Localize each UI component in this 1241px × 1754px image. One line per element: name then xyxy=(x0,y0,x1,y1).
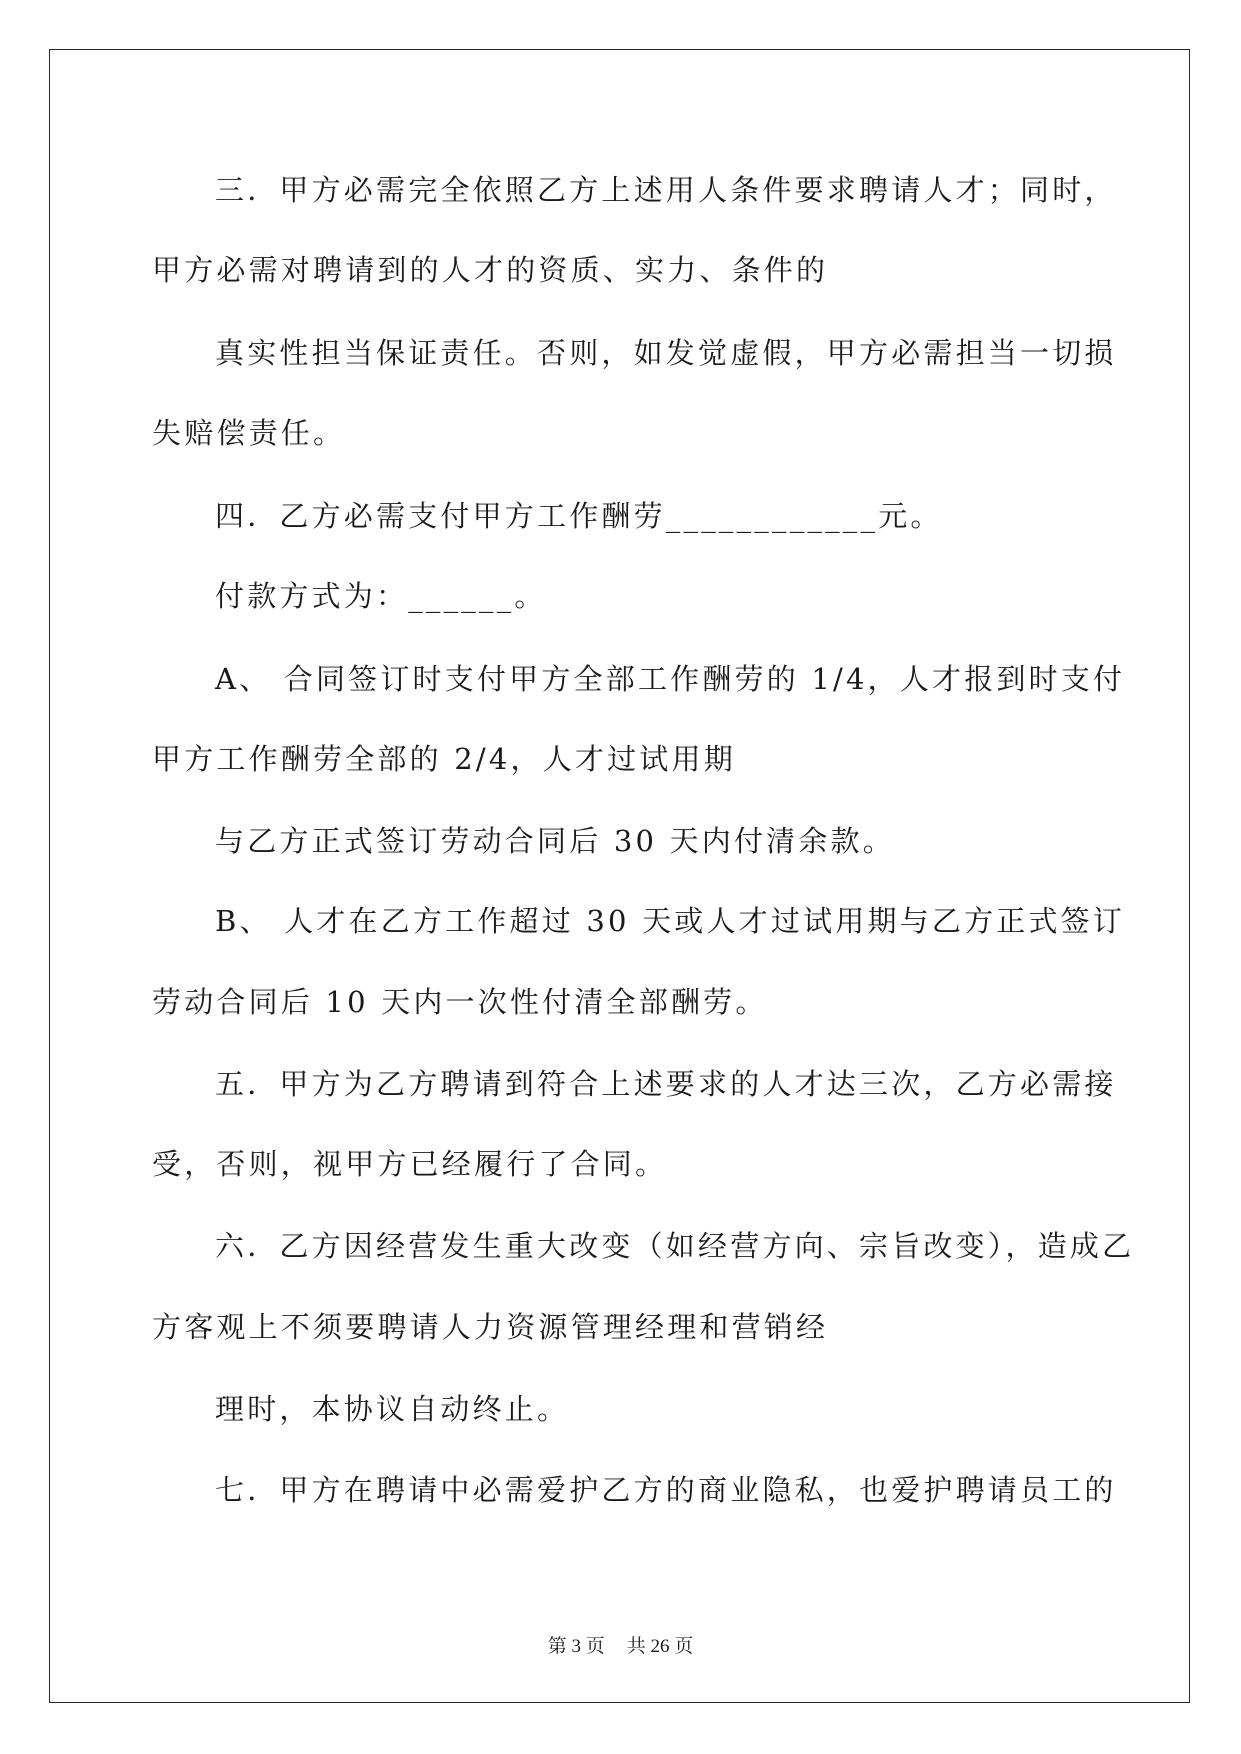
paragraph-line: A、 合同签订时支付甲方全部工作酬劳的 1/4，人才报到时支付 xyxy=(215,662,1126,696)
paragraph-line: B、 人才在乙方工作超过 30 天或人才过试用期与乙方正式签订 xyxy=(215,904,1126,938)
page-number: 第 3 页 xyxy=(547,1636,605,1657)
paragraph-line: 六．乙方因经营发生重大改变（如经营方向、宗旨改变），造成乙 xyxy=(215,1229,1135,1263)
paragraph-line: 甲方必需对聘请到的人才的资质、实力、条件的 xyxy=(152,253,829,287)
paragraph-line: 受，否则，视甲方已经履行了合同。 xyxy=(152,1147,668,1181)
paragraph-line: 方客观上不须要聘请人力资源管理经理和营销经 xyxy=(152,1310,829,1344)
paragraph-line: 三．甲方必需完全依照乙方上述用人条件要求聘请人才；同时， xyxy=(215,173,1117,207)
paragraph-line: 付款方式为：______。 xyxy=(215,579,547,613)
page-footer xyxy=(0,1631,1241,1658)
paragraph-line: 四．乙方必需支付甲方工作酬劳____________元。 xyxy=(215,499,943,533)
page-border xyxy=(49,49,1190,1703)
paragraph-line: 七．甲方在聘请中必需爱护乙方的商业隐私，也爱护聘请员工的 xyxy=(215,1473,1117,1507)
paragraph-line: 真实性担当保证责任。否则，如发觉虚假，甲方必需担当一切损 xyxy=(215,336,1117,370)
paragraph-line: 甲方工作酬劳全部的 2/4，人才过试用期 xyxy=(152,742,736,776)
page-total: 共 26 页 xyxy=(626,1636,694,1657)
paragraph-line: 劳动合同后 10 天内一次性付清全部酬劳。 xyxy=(152,985,768,1019)
paragraph-line: 理时，本协议自动终止。 xyxy=(215,1392,570,1426)
paragraph-line: 失赔偿责任。 xyxy=(152,416,346,450)
paragraph-line: 五．甲方为乙方聘请到符合上述要求的人才达三次，乙方必需接 xyxy=(215,1067,1117,1101)
paragraph-line: 与乙方正式签订劳动合同后 30 天内付清余款。 xyxy=(215,824,895,858)
